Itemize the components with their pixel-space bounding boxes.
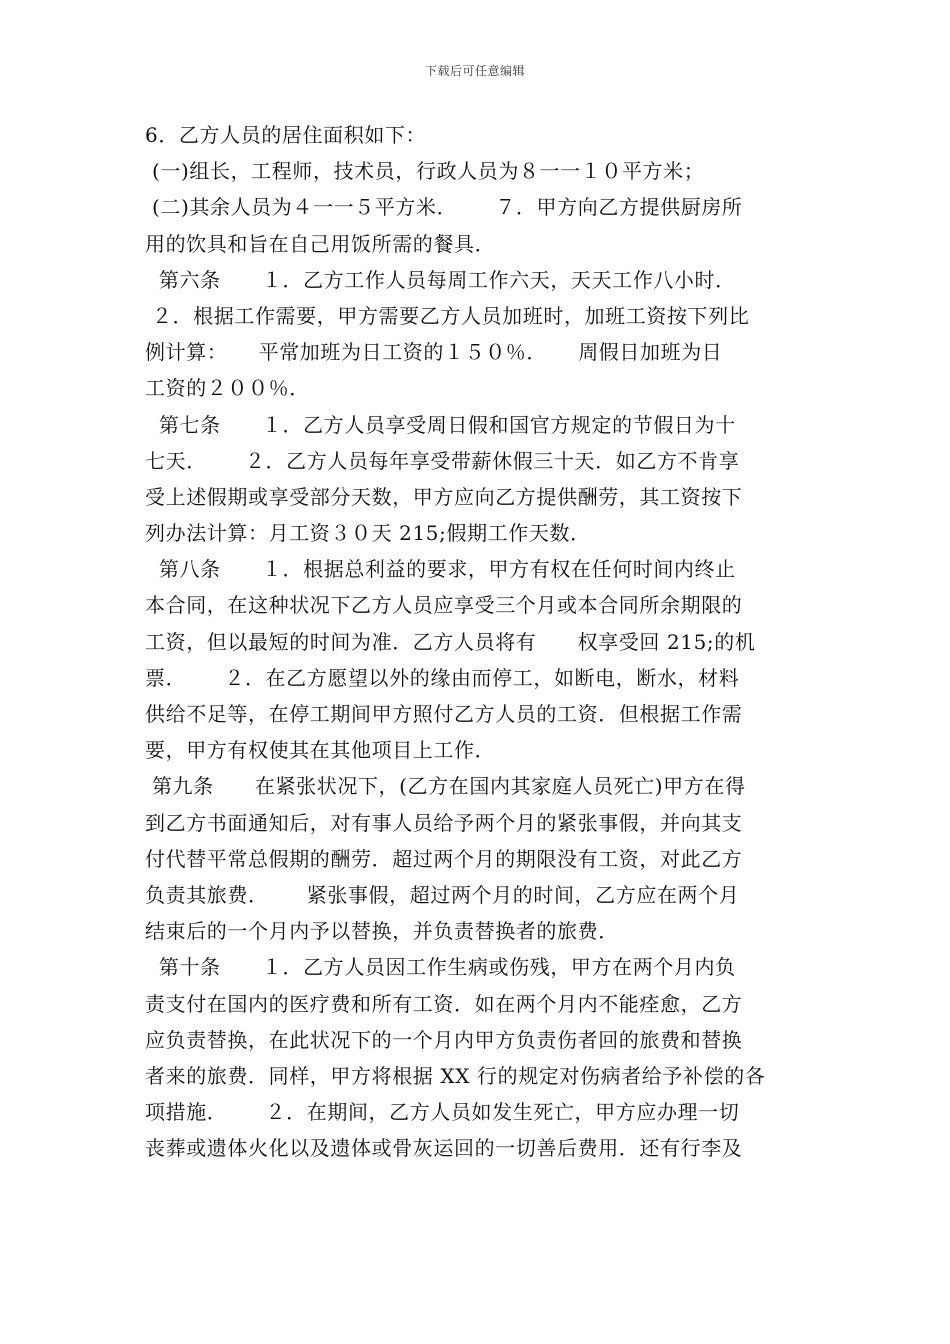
text-line: 负责其旅费． 紧张事假，超过两个月的时间，乙方应在两个月 — [145, 882, 740, 907]
text-line: 本合同，在这种状况下乙方人员应享受三个月或本合同所余期限的 — [145, 593, 743, 618]
text-line: 第六条 １．乙方工作人员每周工作六天，天天工作八小时． — [145, 267, 736, 292]
text-line: 者来的旅费．同样，甲方将根据 XX 行的规定对伤病者给予补偿的各 — [145, 1063, 766, 1088]
text-line: 用的饮具和旨在自己用饭所需的餐具． — [145, 231, 496, 256]
text-line: 票． ２．在乙方愿望以外的缘由而停工，如断电，断水，材料 — [145, 665, 740, 690]
text-line: (一)组长，工程师，技术员，行政人员为８一一１０平方米； — [145, 159, 705, 184]
text-line: 例计算： 平常加班为日工资的１５０％． 周假日加班为日 — [145, 340, 723, 365]
text-line: 第十条 １．乙方人员因工作生病或伤残，甲方在两个月内负 — [145, 955, 736, 980]
text-line: 第七条 １．乙方人员享受周日假和国官方规定的节假日为十 — [145, 412, 736, 437]
text-line: 七天． ２．乙方人员每年享受带薪休假三十天．如乙方不肯享 — [145, 448, 740, 473]
text-line: (二)其余人员为４一一５平方米． ７．甲方向乙方提供厨房所 — [145, 195, 743, 220]
text-line: 6．乙方人员的居住面积如下： — [145, 123, 427, 147]
text-line: 第八条 １．根据总利益的要求，甲方有权在任何时间内终止 — [145, 557, 736, 582]
page-header: 下载后可任意编辑 — [424, 64, 525, 78]
text-line: 项措施． ２．在期间，乙方人员如发生死亡，甲方应办理一切 — [145, 1100, 740, 1125]
document-body — [145, 117, 810, 1166]
text-line: 第九条 在紧张状况下，(乙方在国内其家庭人员死亡)甲方在得 — [145, 774, 746, 799]
text-line: 列办法计算：月工资３０天 215;假期工作天数． — [145, 521, 591, 546]
text-line: 工资的２００％． — [145, 376, 310, 401]
text-line: 工资，但以最短的时间为准．乙方人员将有 权享受回 215;的机 — [145, 629, 756, 654]
text-line: 结束后的一个月内予以替换，并负责替换者的旅费． — [145, 919, 619, 944]
text-line: 受上述假期或享受部分天数，甲方应向乙方提供酬劳，其工资按下 — [145, 484, 743, 509]
text-line: 要，甲方有权使其在其他项目上工作． — [145, 738, 496, 763]
text-line: ２．根据工作需要，甲方需要乙方人员加班时，加班工资按下列比 — [145, 303, 750, 328]
text-line: 付代替平常总假期的酬劳．超过两个月的期限没有工资，对此乙方 — [145, 846, 743, 871]
text-line: 到乙方书面通知后，对有事人员给予两个月的紧张事假，并向其支 — [145, 810, 743, 835]
text-line: 丧葬或遗体火化以及遗体或骨灰运回的一切善后费用．还有行李及 — [145, 1136, 743, 1161]
text-line: 供给不足等，在停工期间甲方照付乙方人员的工资．但根据工作需 — [145, 702, 743, 726]
text-line: 责支付在国内的医疗费和所有工资．如在两个月内不能痊愈，乙方 — [145, 991, 743, 1016]
text-line: 应负责替换，在此状况下的一个月内甲方负责伤者回的旅费和替换 — [145, 1027, 743, 1052]
